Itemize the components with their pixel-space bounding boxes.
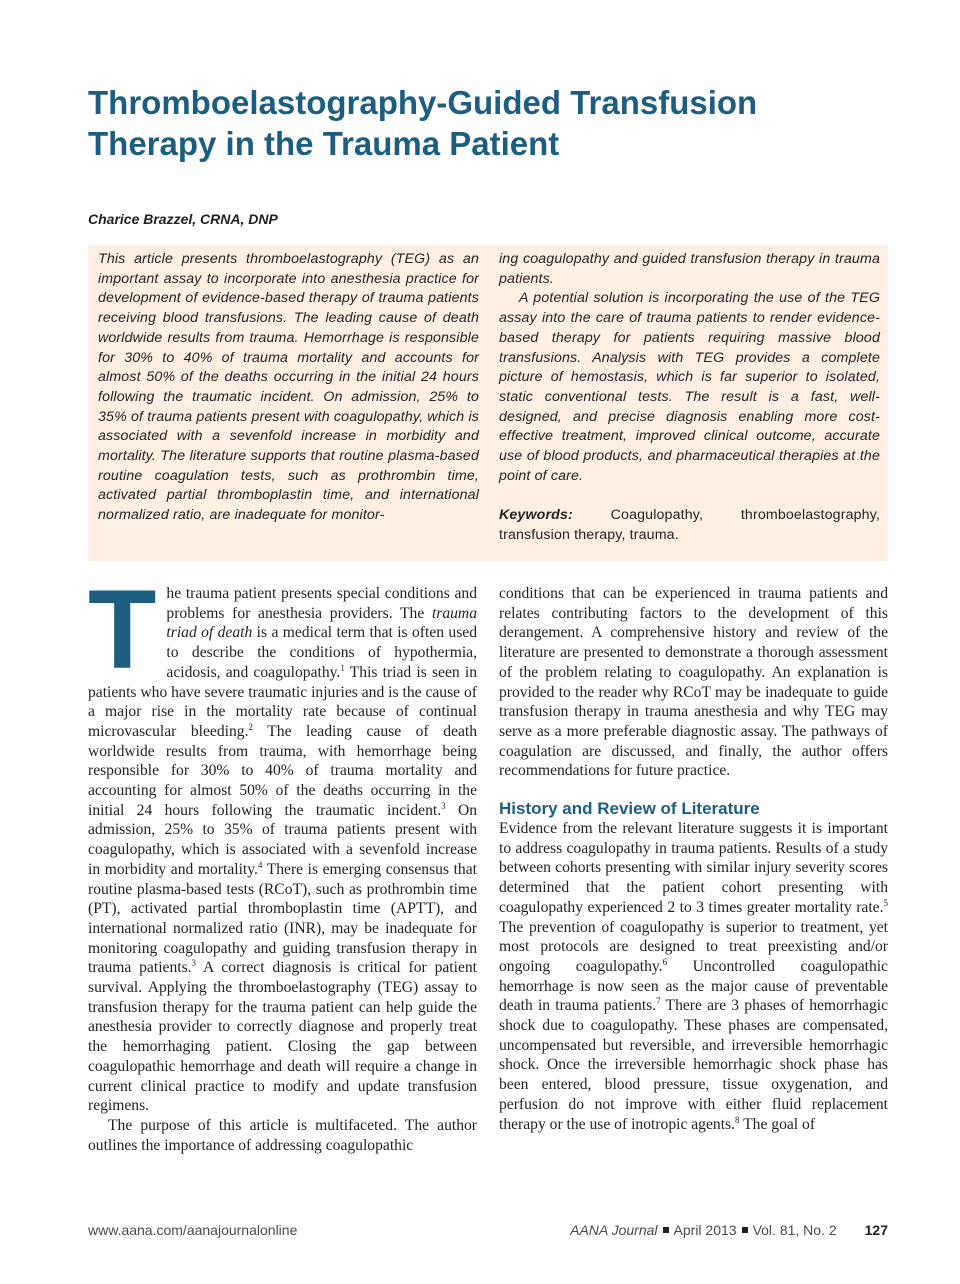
body-paragraph [499, 819, 888, 1134]
citation-ref: 4 [257, 859, 263, 870]
abstract-left-column [98, 250, 479, 526]
square-bullet-icon [663, 1227, 669, 1233]
body-paragraph: conditions that can be experienced in trauma patients and relates contributing factors to the development of this derangement. A comprehensive history and review of the literature are presented to demonstrate a thorough assessment of the problem relating to coagulopathy. An explanation is provided to the reader why RCoT may be inadequate to guide transfusion therapy in trauma anesthesia and why TEG may serve as a more preferable diagnostic assay. The pathways of coagulation are discussed, and finally, the author offers recommendations for future practice. [499, 585, 888, 780]
section-heading: History and Review of Literature [499, 799, 760, 819]
body-text: The leading cause of death worldwide results from trauma, with hemorrhage being responsible for 30% to 40% of trauma mortality and accounting for almost 50% of the deaths occurring in the initial 24 hours following the traumatic incident. [88, 722, 477, 819]
abstract-right-column [499, 250, 880, 546]
body-text: Uncontrolled coagulopathic hemorrhage is now seen as the major cause of preventable death in trauma patients. [499, 957, 888, 1015]
abstract-paragraph: This article presents thromboelastography (TEG) as an important assay to incorporate into anesthesia practice for development of evidence-based therapy of trauma patients receiving blood transfusions. The leading cause of death worldwide results from trauma. Hemorrhage is responsible for 30% to 40% of trauma mortality and accounts for almost 50% of the deaths occurring in the initial 24 hours following the traumatic incident. On admission, 25% to 35% of trauma patients present with coagulopathy, which is associated with a sevenfold increase in morbidity and mortality. The literature supports that routine plasma-based routine coagulation tests, such as prothrombin time, activated partial thromboplastin time, and international normalized ratio, are inadequate for monitor- [98, 251, 479, 524]
citation-ref: 1 [340, 662, 345, 673]
body-text: A correct diagnosis is critical for patient survival. Applying the thromboelastography (TEG) assay to transfusion therapy for the trauma patient can help guide the anesthesia provider to correctly diagnose and properly treat the hemorrhaging patient. Closing the gap between coagulopathic hemorrhage and death will require a change in current clinical practice to modify and update transfusion regimens. [88, 959, 477, 1115]
page-number: 127 [864, 1222, 888, 1238]
keywords-label: Keywords: [499, 507, 573, 524]
abstract-paragraph: A potential solution is incorporating the use of the TEG assay into the care of trauma patients to render evidence-based therapy for patients requiring massive blood transfusions. Analysis with TEG provides a complete picture of hemostasis, which is far superior to isolated, static conventional tests. The result is a fast, well-designed, and precise diagnosis enabling more cost-effective treatment, improved clinical outcome, accurate use of blood products, and pharmaceutical therapies at the point of care. [499, 290, 880, 484]
journal-name: AANA Journal [570, 1222, 658, 1238]
keywords [499, 506, 880, 545]
body-right-column [499, 584, 888, 1134]
body-left-column [88, 567, 478, 1155]
citation-ref: 3 [441, 800, 446, 811]
keywords-list: Coagulopathy, thromboelastography, transfusion therapy, trauma. [499, 507, 880, 543]
citation-ref: 2 [248, 721, 253, 732]
article-title: Thromboelastography-Guided Transfusion Therapy in the Trauma Patient [88, 84, 758, 162]
volume-number: Vol. 81, No. 2 [752, 1222, 837, 1238]
journal-url-link[interactable]: www.aana.com/aanajournalonline [88, 1222, 298, 1238]
body-text: Evidence from the relevant literature suggests it is important to address coagulopathy in trauma patients. Results of a study between cohorts presenting with similar injury severity scores determined that the patient cohort presenting with coagulopathy experienced 2 to 3 times greater mortality rate. [499, 820, 888, 916]
body-text: he trauma patient presents special conditions and problems for anesthesia providers. The [166, 585, 477, 622]
body-text: There are 3 phases of hemorrhagic shock due to coagulopathy. These phases are compensated, uncompensated but reversible, and irreversible hemorrhagic shock. Once the irreversible hemorrhagic shock phase has been entered, blood pressure, tissue oxygenation, and perfusion do not improve with either fluid replacement therapy or the use of inotropic agents. [499, 997, 888, 1133]
body-paragraph: The purpose of this article is multifaceted. The author outlines the importance of addressing coagulopathic [88, 1116, 477, 1154]
emphasis-term: trauma triad of death [166, 604, 477, 642]
body-text: On admission, 25% to 35% of trauma patients present with coagulopathy, which is associated with a sevenfold increase in morbidity and mortality. [88, 801, 477, 878]
author-byline: Charice Brazzel, CRNA, DNP [88, 211, 278, 227]
body-text: is a medical term that is often used to describe the conditions of hypothermia, acidosis, and coagulopathy. [166, 624, 477, 681]
body-text: There is emerging consensus that routine plasma-based tests (RCoT), such as prothrombin time (PT), activated partial thromboplastin time (APTT), and international normalized ratio (INR), may be inadequate for monitoring coagulopathy and guiding transfusion therapy in trauma patients. [88, 860, 477, 977]
abstract-paragraph-continued: ing coagulopathy and guided transfusion therapy in trauma patients. [499, 251, 880, 287]
citation-ref: 7 [656, 996, 661, 1007]
square-bullet-icon [742, 1227, 748, 1233]
citation-ref: 8 [735, 1114, 740, 1125]
body-text: The prevention of coagulopathy is superior to treatment, yet most protocols are designed to treat preexisting and/or ongoing coagulopathy. [499, 918, 888, 975]
journal-citation [570, 1222, 888, 1238]
body-text: The goal of [739, 1115, 816, 1133]
citation-ref: 6 [662, 956, 668, 967]
abstract-box [88, 245, 888, 561]
page-footer [88, 1222, 888, 1242]
issue-date: April 2013 [673, 1222, 737, 1238]
body-text: This triad is seen in patients who have severe traumatic injuries and is the cause of a major rise in the mortality rate because of continual microvascular bleeding. [88, 663, 478, 740]
drop-cap: T [88, 567, 157, 692]
intro-paragraph [88, 567, 478, 1116]
citation-ref: 3 [191, 958, 197, 969]
citation-ref: 5 [883, 897, 888, 908]
